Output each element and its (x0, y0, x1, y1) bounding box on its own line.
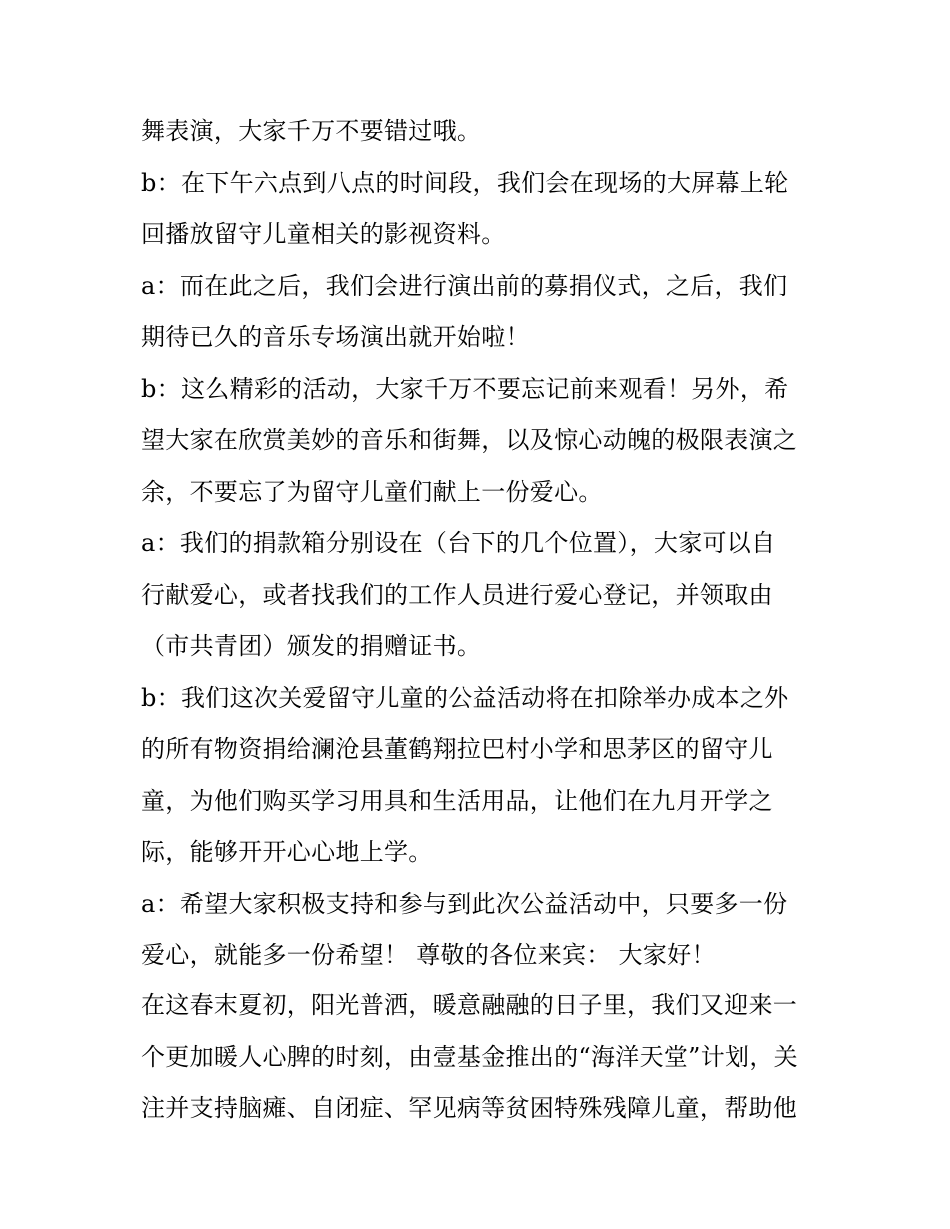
text-line: b：在下午六点到八点的时间段，我们会在现场的大屏幕上轮 (141, 168, 789, 197)
text-line: 个更加暖人心脾的时刻，由壹基金推出的“海洋天堂”计划，关 (141, 1042, 798, 1071)
text-line: 余，不要忘了为留守儿童们献上一份爱心。 (141, 477, 603, 506)
text-line: a：我们的捐款箱分别设在（台下的几个位置），大家可以自 (141, 529, 776, 557)
text-line: a：希望大家积极支持和参与到此次公益活动中，只要多一份 (141, 889, 788, 918)
text-line: （市共青团）颁发的捐赠证书。 (141, 632, 482, 660)
text-line: 童，为他们购买学习用具和生活用品，让他们在九月开学之 (141, 786, 773, 815)
text-line: 回播放留守儿童相关的影视资料。 (141, 220, 506, 248)
text-line: 在这春末夏初，阳光普洒，暖意融融的日子里，我们又迎来一 (141, 991, 798, 1019)
text-line: 期待已久的音乐专场演出就开始啦！ (141, 323, 530, 351)
text-line: 际，能够开开心心地上学。 (141, 838, 433, 866)
text-line: 注并支持脑瘫、自闭症、罕见病等贫困特殊残障儿童，帮助他 (141, 1094, 798, 1122)
text-line: b：我们这次关爱留守儿童的公益活动将在扣除举办成本之外 (141, 683, 789, 712)
text-line: 舞表演，大家千万不要错过哦。 (141, 117, 482, 145)
document-body (141, 106, 821, 1135)
text-line: 行献爱心，或者找我们的工作人员进行爱心登记，并领取由 (141, 580, 773, 609)
text-line: b：这么精彩的活动，大家千万不要忘记前来观看！另外，希 (141, 374, 789, 403)
text-line: a：而在此之后，我们会进行演出前的募捐仪式，之后，我们 (141, 271, 788, 300)
text-line: 的所有物资捐给澜沧县董鹤翔拉巴村小学和思茅区的留守儿 (141, 735, 773, 763)
text-line: 望大家在欣赏美妙的音乐和街舞，以及惊心动魄的极限表演之 (141, 426, 798, 454)
text-line: 爱心，就能多一份希望！ 尊敬的各位来宾： 大家好！ (141, 941, 716, 969)
